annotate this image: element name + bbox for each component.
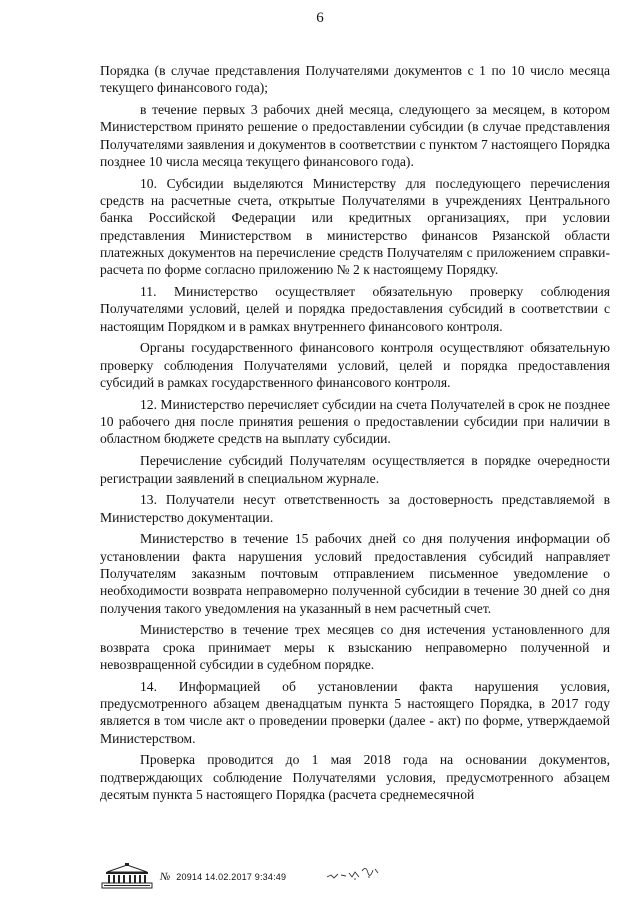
government-building-logo xyxy=(100,863,154,889)
document-body xyxy=(100,62,610,808)
handwritten-mark xyxy=(325,863,395,885)
paragraph: Органы государственного финансового контроля осуществляют обязательную проверку соблюдения Получателями условий, целей и порядка предоставления субсидий в рамках государственного финансового контроля. xyxy=(100,340,610,391)
paragraph: 12. Министерство перечисляет субсидии на счета Получателей в срок не позднее 10 рабочего дня после принятия решения о предоставлении субсидии при наличии в областном бюджете средств на выплату субсидии. xyxy=(100,396,610,447)
document-id: 20914 xyxy=(176,872,203,882)
paragraph: Перечисление субсидий Получателям осуществляется в порядке очередности регистрации заявлений в специальном журнале. xyxy=(100,453,610,486)
paragraph: Министерство в течение трех месяцев со дня истечения установленного для возврата срока принимает меры к взысканию неправомерно полученной и невозвращенной субсидии в судебном порядке. xyxy=(100,622,610,672)
paragraph: 11. Министерство осуществляет обязательную проверку соблюдения Получателями условий, целей и порядка предоставления субсидий в соответствии с настоящим Порядком и в рамках внутреннего финансового контроля. xyxy=(100,284,610,334)
document-datetime: 14.02.2017 9:34:49 xyxy=(205,872,287,882)
document-registration-stamp xyxy=(160,871,286,883)
paragraph: 13. Получатели несут ответственность за достоверность представляемой в Министерство документации. xyxy=(100,492,610,525)
page-number: 6 xyxy=(316,10,324,26)
paragraph: Министерство в течение 15 рабочих дней со дня получения информации об установлении факта нарушения условий предоставления субсидий направляет Получателям заказным почтовым отправлением письменное уведомление о необходимости возврата неправомерно полученной субсидии в течение 30 дней со дня получения такого уведомления на указанный в нем расчетный счет. xyxy=(100,531,610,616)
number-sign: № xyxy=(160,871,171,883)
paragraph: 14. Информацией об установлении факта нарушения условия, предусмотренного абзацем двенадцатым пункта 5 настоящего Порядка, в 2017 году является в том числе акт о проведении проверки (далее - акт) по форме, утверждаемой Министерством. xyxy=(100,678,610,746)
paragraph: 10. Субсидии выделяются Министерству для последующего перечисления средств на расчетные счета, открытые Получателями в учреждениях Центрального банка Российской Федерации или кредитных организациях, при условии представления Министерством в министерство финансов Рязанской области платежных документов на перечисление средств Получателям с приложением справки-расчета по форме согласно приложению № 2 к настоящему Порядку. xyxy=(100,175,610,278)
paragraph: в течение первых 3 рабочих дней месяца, следующего за месяцем, в котором Министерством принято решение о предоставлении субсидии (в случае представления Получателями заявления и документов в соответствии с пунктом 7 настоящего Порядка позднее 10 числа месяца текущего финансового года). xyxy=(100,102,610,169)
page-footer xyxy=(100,863,610,891)
paragraph: Проверка проводится до 1 мая 2018 года на основании документов, подтверждающих соблюдение Получателями условия, предусмотренного абзацем десятым пункта 5 настоящего Порядка (расчета среднемесячной xyxy=(100,752,610,803)
paragraph: Порядка (в случае представления Получателями документов с 1 по 10 число месяца текущего финансового года); xyxy=(100,63,610,96)
